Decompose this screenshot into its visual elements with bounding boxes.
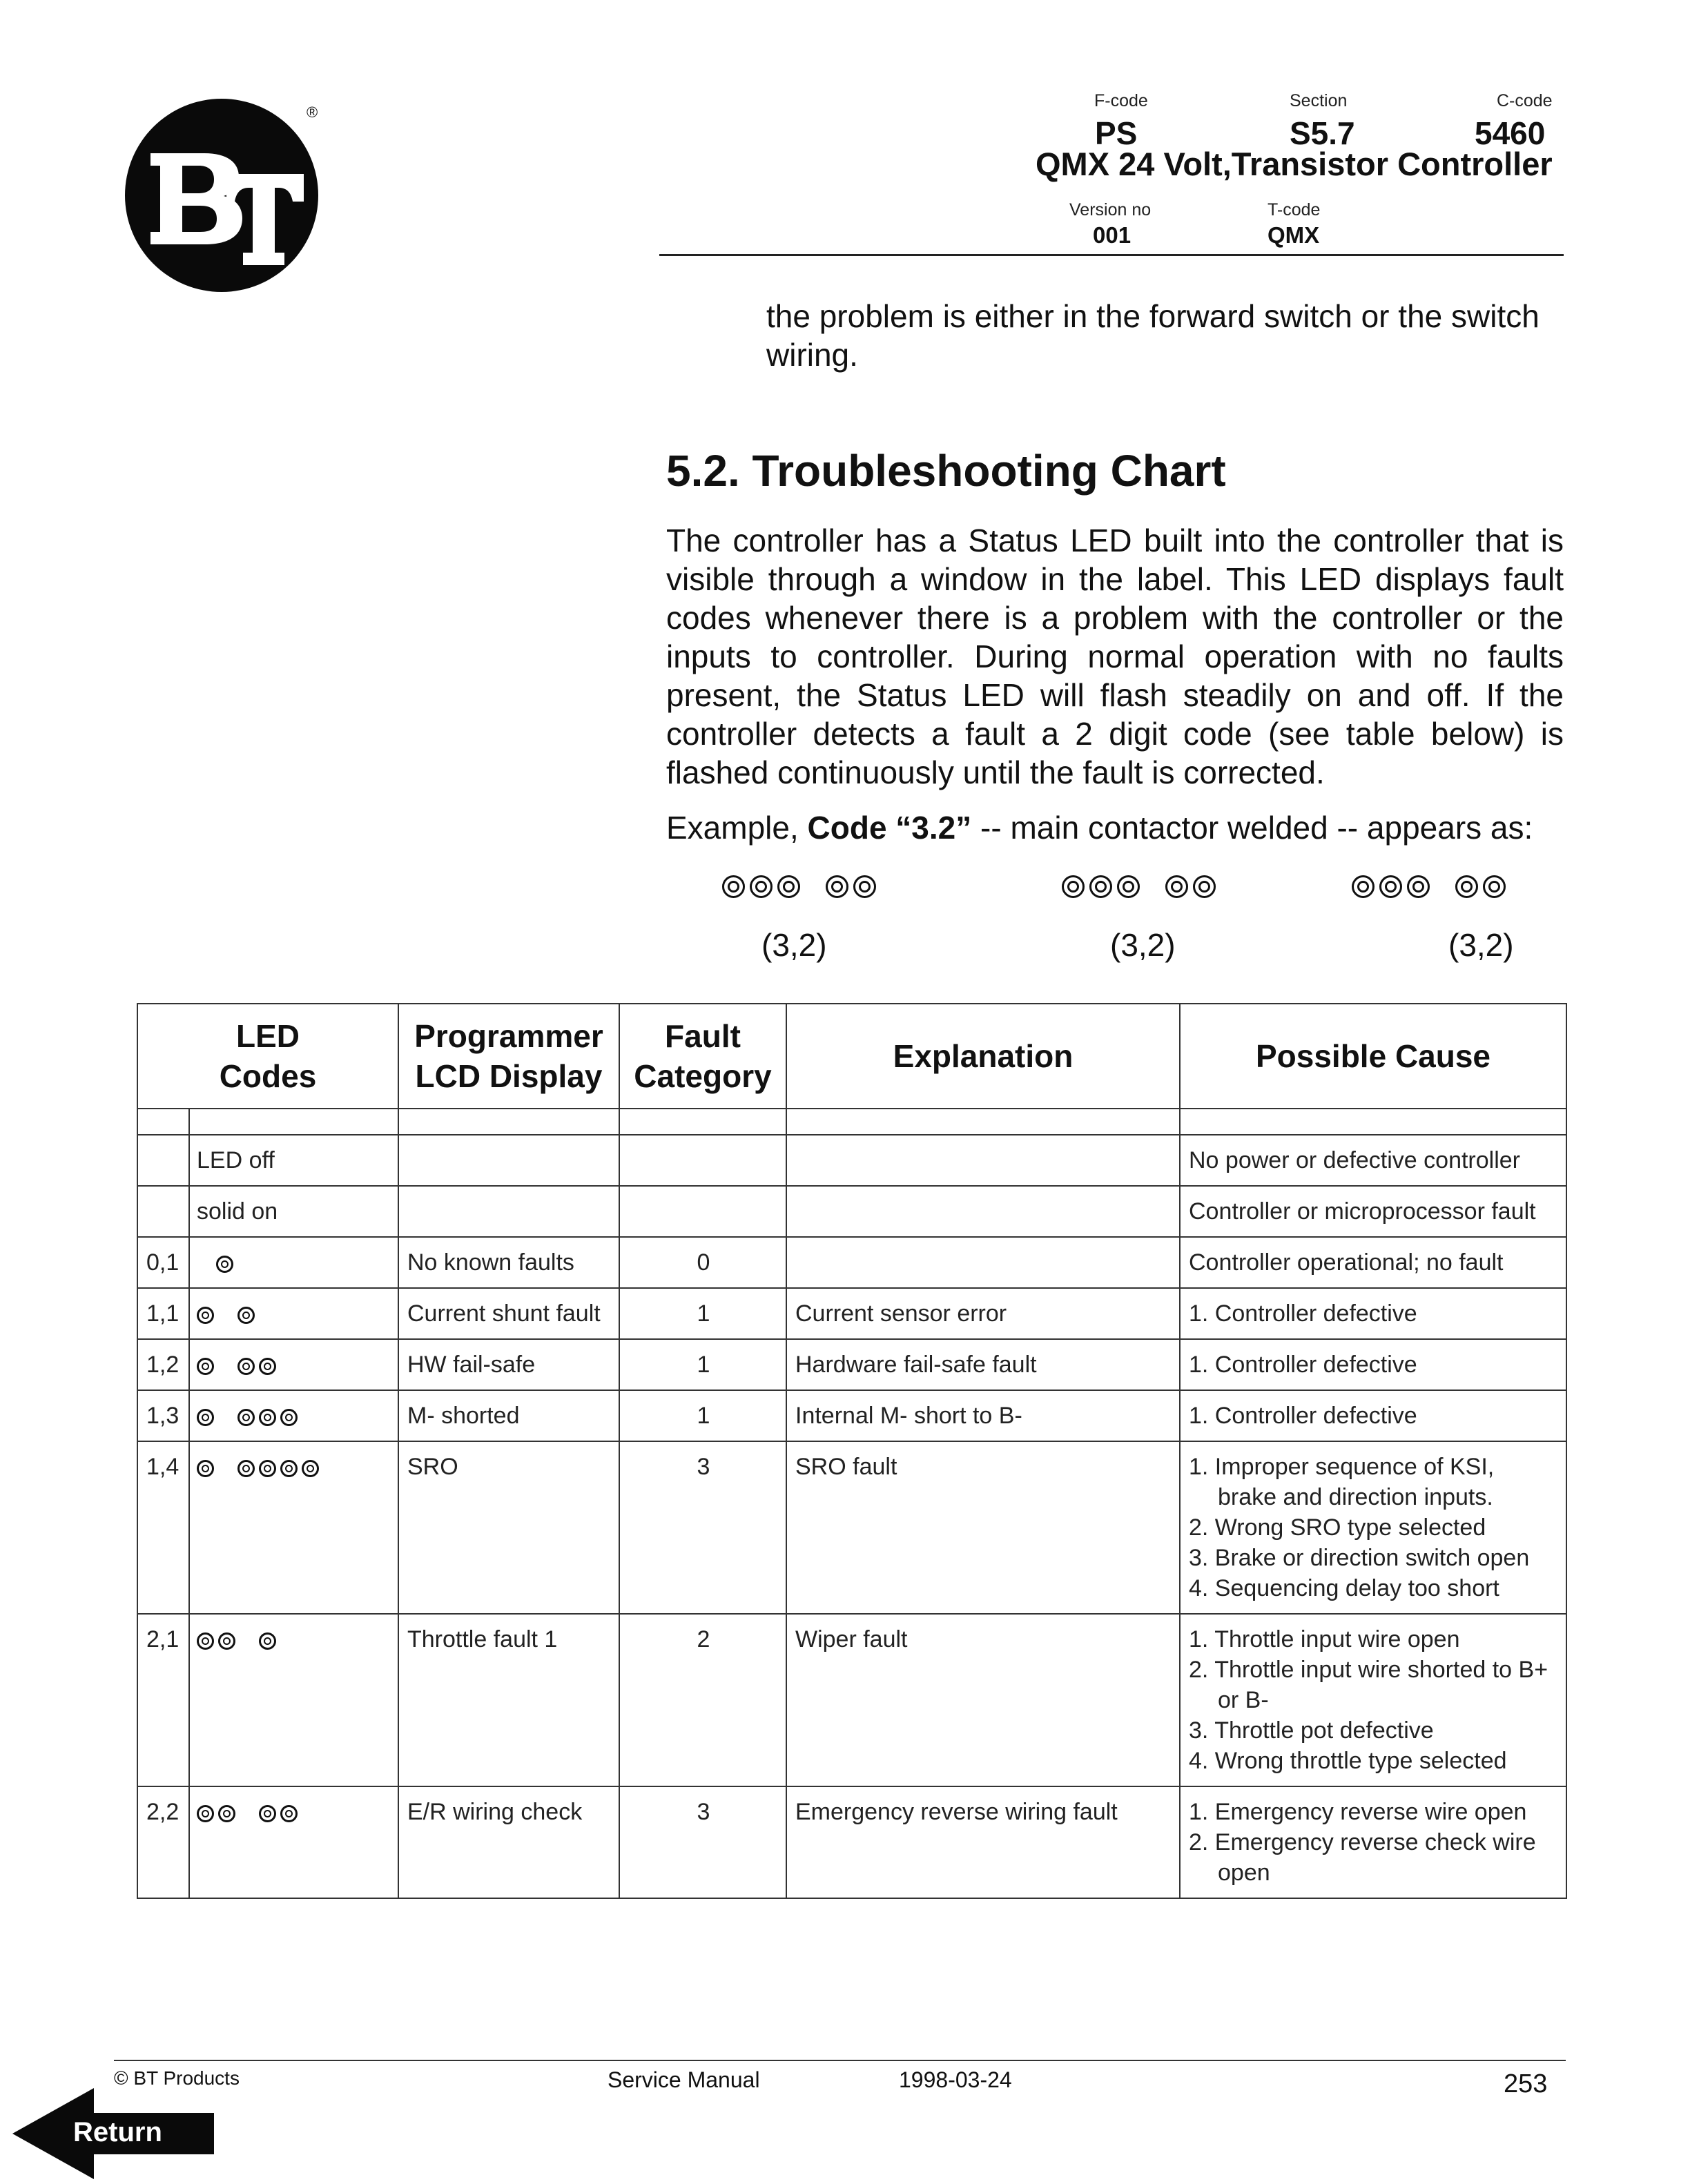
example-prefix: Example, [666, 810, 808, 846]
row-code: 1,2 [137, 1339, 189, 1390]
cause-item: 1. Controller defective [1189, 1403, 1417, 1429]
row-led: LED off [189, 1135, 398, 1186]
section-paragraph [666, 521, 1564, 792]
row-explanation [786, 1237, 1180, 1288]
row-category: 0 [619, 1237, 786, 1288]
row-cause [1180, 1390, 1566, 1441]
paragraph-line: present, the Status LED will flash steadily on and off. If the [666, 677, 1564, 713]
section-label: Section [1290, 91, 1348, 110]
row-category: 1 [619, 1390, 786, 1441]
led-flash-icon [1117, 875, 1140, 898]
header-separator [137, 1109, 1566, 1135]
table-row [137, 1186, 1566, 1237]
led-flash-icon [750, 875, 773, 898]
version-label: Version no [1069, 200, 1152, 220]
cause-item: 4. Wrong throttle type selected [1189, 1748, 1507, 1774]
row-display: No known faults [398, 1237, 619, 1288]
return-label: Return [73, 2117, 162, 2147]
row-cause [1180, 1786, 1566, 1898]
row-category: 1 [619, 1339, 786, 1390]
document-date: 1998-03-24 [899, 2067, 1012, 2092]
row-display: E/R wiring check [398, 1786, 619, 1898]
row-code: 2,2 [137, 1786, 189, 1898]
row-code: 0,1 [137, 1237, 189, 1288]
registered-mark: ® [307, 104, 318, 121]
table-header-row [137, 1004, 1566, 1109]
tcode-value: QMX [1268, 222, 1320, 248]
manual-name: Service Manual [608, 2067, 760, 2092]
intro-line: the problem is either in the forward switch or the switch [766, 298, 1540, 334]
row-category: 3 [619, 1786, 786, 1898]
row-display: Throttle fault 1 [398, 1614, 619, 1786]
paragraph-line: inputs to controller. During normal operation with no faults [666, 638, 1564, 674]
header-rule [659, 254, 1564, 256]
row-explanation: Wiper fault [786, 1614, 1180, 1786]
cause-item: 1. Emergency reverse wire open [1189, 1799, 1527, 1825]
row-category: 2 [619, 1614, 786, 1786]
row-display [398, 1186, 619, 1237]
fcode-label: F-code [1094, 91, 1148, 110]
header-led-codes: LED Codes [137, 1004, 398, 1109]
header-explanation: Explanation [786, 1004, 1180, 1109]
row-display [398, 1135, 619, 1186]
led-flash-icon [197, 1805, 214, 1822]
led-flash-icon [777, 875, 800, 898]
led-flash-icon [216, 1256, 233, 1273]
ccode-value: 5460 [1475, 115, 1546, 151]
led-flash-icon [197, 1460, 214, 1477]
row-category [619, 1186, 786, 1237]
example-suffix: -- main contactor welded -- appears as: [971, 810, 1533, 846]
led-flash-icon [280, 1409, 298, 1426]
row-explanation: Hardware fail-safe fault [786, 1339, 1180, 1390]
led-flash-icon [197, 1358, 214, 1375]
led-flash-icon [197, 1307, 214, 1324]
cause-item: 3. Brake or direction switch open [1189, 1545, 1530, 1571]
row-explanation: Internal M- short to B- [786, 1390, 1180, 1441]
led-flash-icon [1483, 875, 1506, 898]
intro-line: wiring. [766, 337, 858, 373]
cause-item: 2. Wrong SRO type selected [1189, 1514, 1486, 1541]
section-title: 5.2. Troubleshooting Chart [666, 446, 1226, 496]
row-display: HW fail-safe [398, 1339, 619, 1390]
row-explanation: Current sensor error [786, 1288, 1180, 1339]
led-flash-icon [259, 1632, 276, 1650]
row-cause [1180, 1441, 1566, 1614]
led-flash-icon [259, 1460, 276, 1477]
led-flash-icon [722, 875, 745, 898]
cause-item: 2. Emergency reverse check wire open [1189, 1829, 1536, 1886]
led-flash-icon [826, 875, 848, 898]
row-led [189, 1339, 398, 1390]
example-code-label: (3,2) [761, 927, 827, 963]
row-led [189, 1614, 398, 1786]
bt-logo [123, 97, 320, 294]
led-flash-icon [1062, 875, 1085, 898]
row-code [137, 1135, 189, 1186]
row-explanation [786, 1135, 1180, 1186]
led-flash-icon [259, 1805, 276, 1822]
table-row [137, 1288, 1566, 1339]
row-led [189, 1288, 398, 1339]
row-cause [1180, 1288, 1566, 1339]
cause-item: 1. Controller defective [1189, 1352, 1417, 1378]
table-row [137, 1135, 1566, 1186]
row-code [137, 1186, 189, 1237]
led-flash-icon [1455, 875, 1478, 898]
row-led [189, 1441, 398, 1614]
led-flash-icon [1165, 875, 1188, 898]
example-line [666, 809, 1533, 846]
table-row [137, 1339, 1566, 1390]
paragraph-line: controller detects a fault a 2 digit code (see table below) is [666, 716, 1564, 752]
table-row [137, 1390, 1566, 1441]
paragraph-line: flashed continuously until the fault is corrected. [666, 754, 1325, 790]
row-display: M- shorted [398, 1390, 619, 1441]
led-flash-icon [237, 1307, 255, 1324]
header-fault-category: Fault Category [619, 1004, 786, 1109]
cause-item: 2. Throttle input wire shorted to B+ or B- [1189, 1657, 1548, 1713]
row-led [189, 1390, 398, 1441]
cause-item: 1. Improper sequence of KSI, brake and direction inputs. [1189, 1454, 1495, 1510]
led-flash-icon [237, 1358, 255, 1375]
led-flash-icon [1407, 875, 1430, 898]
row-display: Current shunt fault [398, 1288, 619, 1339]
led-flash-icon [197, 1409, 214, 1426]
return-button[interactable] [12, 2088, 216, 2179]
example-code: Code “3.2” [807, 810, 972, 846]
tcode-label: T-code [1268, 200, 1321, 220]
row-explanation [786, 1186, 1180, 1237]
paragraph-line: visible through a window in the label. This LED displays fault [666, 561, 1564, 597]
page-number: 253 [1504, 2069, 1548, 2098]
table-row [137, 1786, 1566, 1898]
led-flash-icon [259, 1409, 276, 1426]
row-explanation: SRO fault [786, 1441, 1180, 1614]
row-cause [1180, 1135, 1566, 1186]
paragraph-line: codes whenever there is a problem with the controller or the [666, 600, 1564, 636]
document-title: QMX 24 Volt,Transistor Controller [1036, 146, 1553, 182]
row-cause [1180, 1237, 1566, 1288]
cause-item: Controller operational; no fault [1189, 1249, 1504, 1276]
intro-text [766, 297, 1567, 374]
example-led-group [1062, 875, 1221, 898]
example-code-label: (3,2) [1448, 927, 1514, 963]
led-flash-icon [1352, 875, 1375, 898]
led-flash-icon [237, 1409, 255, 1426]
table-row [137, 1237, 1566, 1288]
led-flash-icon [218, 1805, 235, 1822]
led-flash-icon [280, 1460, 298, 1477]
row-cause [1180, 1614, 1566, 1786]
ccode-label: C-code [1497, 91, 1553, 110]
led-flash-icon [237, 1460, 255, 1477]
paragraph-line: The controller has a Status LED built into the controller that is [666, 523, 1564, 558]
footer-rule [114, 2060, 1566, 2061]
example-led-group [722, 875, 881, 898]
example-led-group [1352, 875, 1511, 898]
copyright: © BT Products [114, 2067, 240, 2089]
row-led: solid on [189, 1186, 398, 1237]
row-cause [1180, 1186, 1566, 1237]
row-led [189, 1786, 398, 1898]
cause-item: 1. Throttle input wire open [1189, 1626, 1460, 1652]
cause-item: 3. Throttle pot defective [1189, 1717, 1434, 1744]
row-category: 1 [619, 1288, 786, 1339]
row-display: SRO [398, 1441, 619, 1614]
example-code-label: (3,2) [1110, 927, 1176, 963]
row-explanation: Emergency reverse wiring fault [786, 1786, 1180, 1898]
led-flash-icon [197, 1632, 214, 1650]
header-possible-cause: Possible Cause [1180, 1004, 1566, 1109]
led-flash-icon [1089, 875, 1112, 898]
row-code: 2,1 [137, 1614, 189, 1786]
header-programmer-display: Programmer LCD Display [398, 1004, 619, 1109]
fcode-value: PS [1095, 115, 1138, 151]
version-value: 001 [1093, 222, 1131, 248]
table-row [137, 1614, 1566, 1786]
led-flash-icon [302, 1460, 319, 1477]
row-category: 3 [619, 1441, 786, 1614]
section-value: S5.7 [1290, 115, 1355, 151]
row-category [619, 1135, 786, 1186]
led-flash-icon [1379, 875, 1402, 898]
led-flash-icon [259, 1358, 276, 1375]
cause-item: 4. Sequencing delay too short [1189, 1575, 1499, 1601]
table-row [137, 1441, 1566, 1614]
led-flash-icon [280, 1805, 298, 1822]
cause-item: Controller or microprocessor fault [1189, 1198, 1536, 1225]
troubleshooting-table [137, 1003, 1567, 1899]
cause-item: No power or defective controller [1189, 1147, 1521, 1173]
row-code: 1,3 [137, 1390, 189, 1441]
led-flash-icon [218, 1632, 235, 1650]
row-cause [1180, 1339, 1566, 1390]
cause-item: 1. Controller defective [1189, 1300, 1417, 1327]
row-code: 1,4 [137, 1441, 189, 1614]
led-flash-icon [1193, 875, 1216, 898]
led-flash-icon [853, 875, 876, 898]
row-code: 1,1 [137, 1288, 189, 1339]
row-led [189, 1237, 398, 1288]
